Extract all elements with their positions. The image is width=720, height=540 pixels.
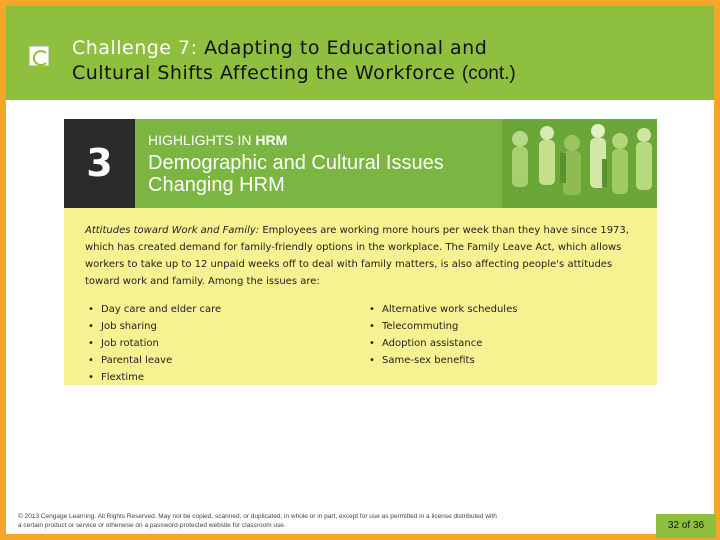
figure-number: 3 [64, 119, 135, 208]
intro-label: Attitudes toward Work and Family: [85, 225, 260, 236]
title-suffix: (cont.) [461, 63, 516, 84]
list-item: • Adoption assistance [367, 335, 517, 352]
title-line2: Cultural Shifts Affecting the Workforce [72, 62, 456, 84]
copyright-notice: © 2013 Cengage Learning. All Rights Reserved. May not be copied, scanned, or duplicated, in whole or in part, except for use as permitted in a license distributed with a certain product or service or otherwise on a password-protected website for classroom use. [18, 513, 497, 529]
highlights-figure [64, 119, 657, 385]
list-item: • Same-sex benefits [367, 352, 517, 369]
list-item: • Alternative work schedules [367, 301, 517, 318]
page-indicator: 32 of 36 [656, 514, 716, 538]
right-issue-list [367, 301, 517, 369]
list-item: • Day care and elder care [86, 301, 221, 318]
crowd-photo [502, 119, 657, 208]
slide-bullet-icon [29, 46, 49, 66]
kicker-prefix: HIGHLIGHTS IN [148, 132, 252, 148]
title-label: Challenge 7: [72, 37, 198, 59]
figure-kicker [148, 132, 287, 148]
slide-title [72, 36, 712, 86]
list-item: • Flextime [86, 369, 221, 386]
list-item: • Job rotation [86, 335, 221, 352]
slide [6, 6, 714, 534]
kicker-bold: HRM [255, 132, 288, 148]
intro-paragraph [85, 222, 641, 290]
intro-text: Employees are working more hours per week than they have since 1973, which has created demand for family-friendly options in the workplace. The Family Leave Act, which allows workers to take up to 12 unpaid weeks off to deal with family matters, is also affecting people's attitudes toward work and family. Among the issues are: [85, 225, 629, 287]
figure-title: Demographic and Cultural Issues Changing HRM [148, 152, 444, 196]
figure-body [64, 208, 657, 385]
title-line1: Adapting to Educational and [204, 37, 488, 59]
list-item: • Job sharing [86, 318, 221, 335]
left-issue-list [86, 301, 221, 386]
slide-header [6, 6, 714, 100]
list-item: • Telecommuting [367, 318, 517, 335]
list-item: • Parental leave [86, 352, 221, 369]
figure-header [64, 119, 657, 208]
